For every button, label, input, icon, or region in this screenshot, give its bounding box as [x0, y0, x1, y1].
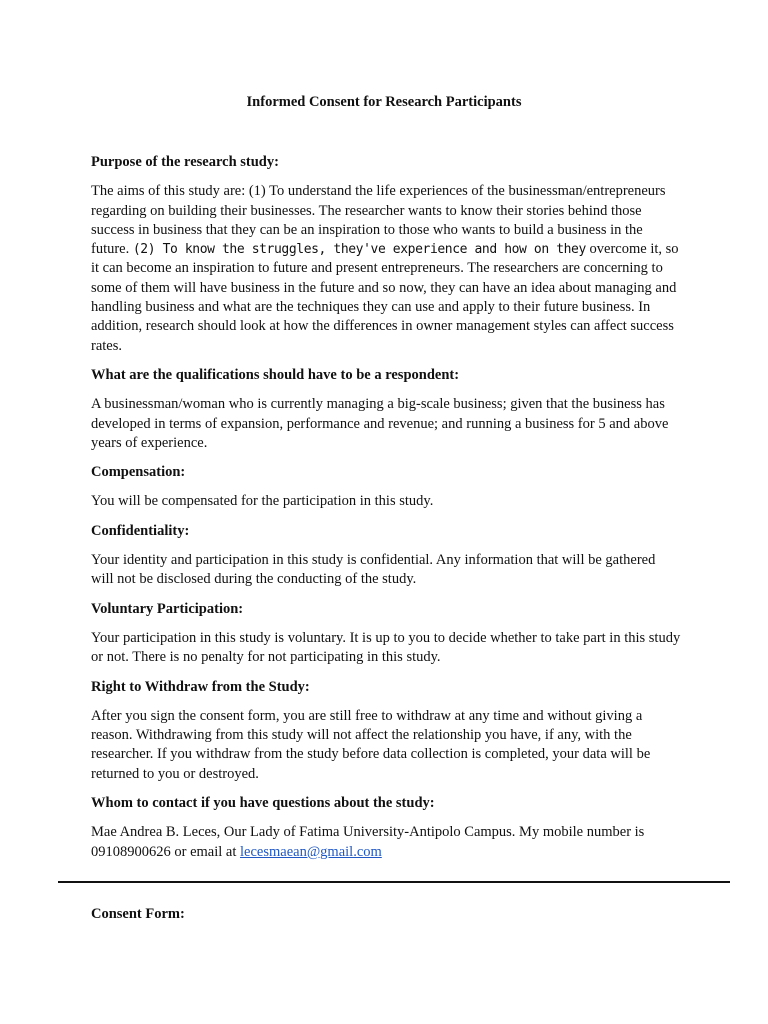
- section-paragraph-qualifications: A businessman/woman who is currently managing a big-scale business; given that the business has developed in terms of expansion, performance and revenue; and running a business for 5 and above years of experience.: [91, 396, 669, 451]
- document-body: [91, 153, 681, 872]
- section-paragraph-voluntary: Your participation in this study is voluntary. It is up to you to decide whether to take part in this study or not. There is no penalty for not participating in this study.: [91, 629, 681, 666]
- section-heading-withdraw: Right to Withdraw from the Study:: [91, 678, 310, 695]
- purpose-text-part-3: overcome it, so it can become an inspiration to future and present entrepreneurs. The researchers are concerning to some of them will have business in the future and so now, they can have an idea about managing and handling business and what are the techniques they can use and apply to their future business. In addition, research should look at how the differences in owner management styles can affect success rates.: [91, 241, 679, 354]
- purpose-text-part-2: (2) To know the struggles, they've experience and how on they: [132, 242, 586, 258]
- section-paragraph-withdraw: After you sign the consent form, you are still free to withdraw at any time and without giving a reason. Withdrawing from this study will not affect the relationship you have, if any, with the researcher. If you withdraw from the study before data collection is completed, your data will be returned to you or destroyed.: [91, 707, 651, 782]
- document-title: Informed Consent for Research Participants: [246, 94, 522, 110]
- section-paragraph-compensation: You will be compensated for the participation in this study.: [91, 493, 434, 510]
- purpose-text-part-1: The aims of this study are: (1) To understand the life experiences of the businessman/entrepreneurs regarding on building their businesses. The researcher wants to know their stories behind those success in business that they can be an inspiration to those who wants to build a business in the future.: [91, 183, 666, 258]
- contact-text: Mae Andrea B. Leces, Our Lady of Fatima University-Antipolo Campus. My mobile number is 09108900626 or email at: [91, 824, 645, 860]
- consent-form-heading: Consent Form:: [91, 906, 185, 922]
- section-paragraph-confidentiality: Your identity and participation in this study is confidential. Any information that will be gathered will not be disclosed during the conducting of the study.: [91, 552, 656, 588]
- section-paragraph-purpose: [91, 182, 681, 356]
- section-heading-qualifications: What are the qualifications should have to be a respondent:: [91, 366, 460, 383]
- section-paragraph-contact: [91, 823, 681, 862]
- section-heading-contact: Whom to contact if you have questions about the study:: [91, 795, 435, 812]
- section-heading-voluntary: Voluntary Participation:: [91, 600, 244, 617]
- horizontal-divider: [58, 881, 730, 883]
- section-heading-purpose: Purpose of the research study:: [91, 154, 279, 170]
- section-heading-compensation: Compensation:: [91, 464, 186, 481]
- section-heading-confidentiality: Confidentiality:: [91, 522, 190, 539]
- contact-email-link[interactable]: lecesmaean@gmail.com: [240, 843, 382, 860]
